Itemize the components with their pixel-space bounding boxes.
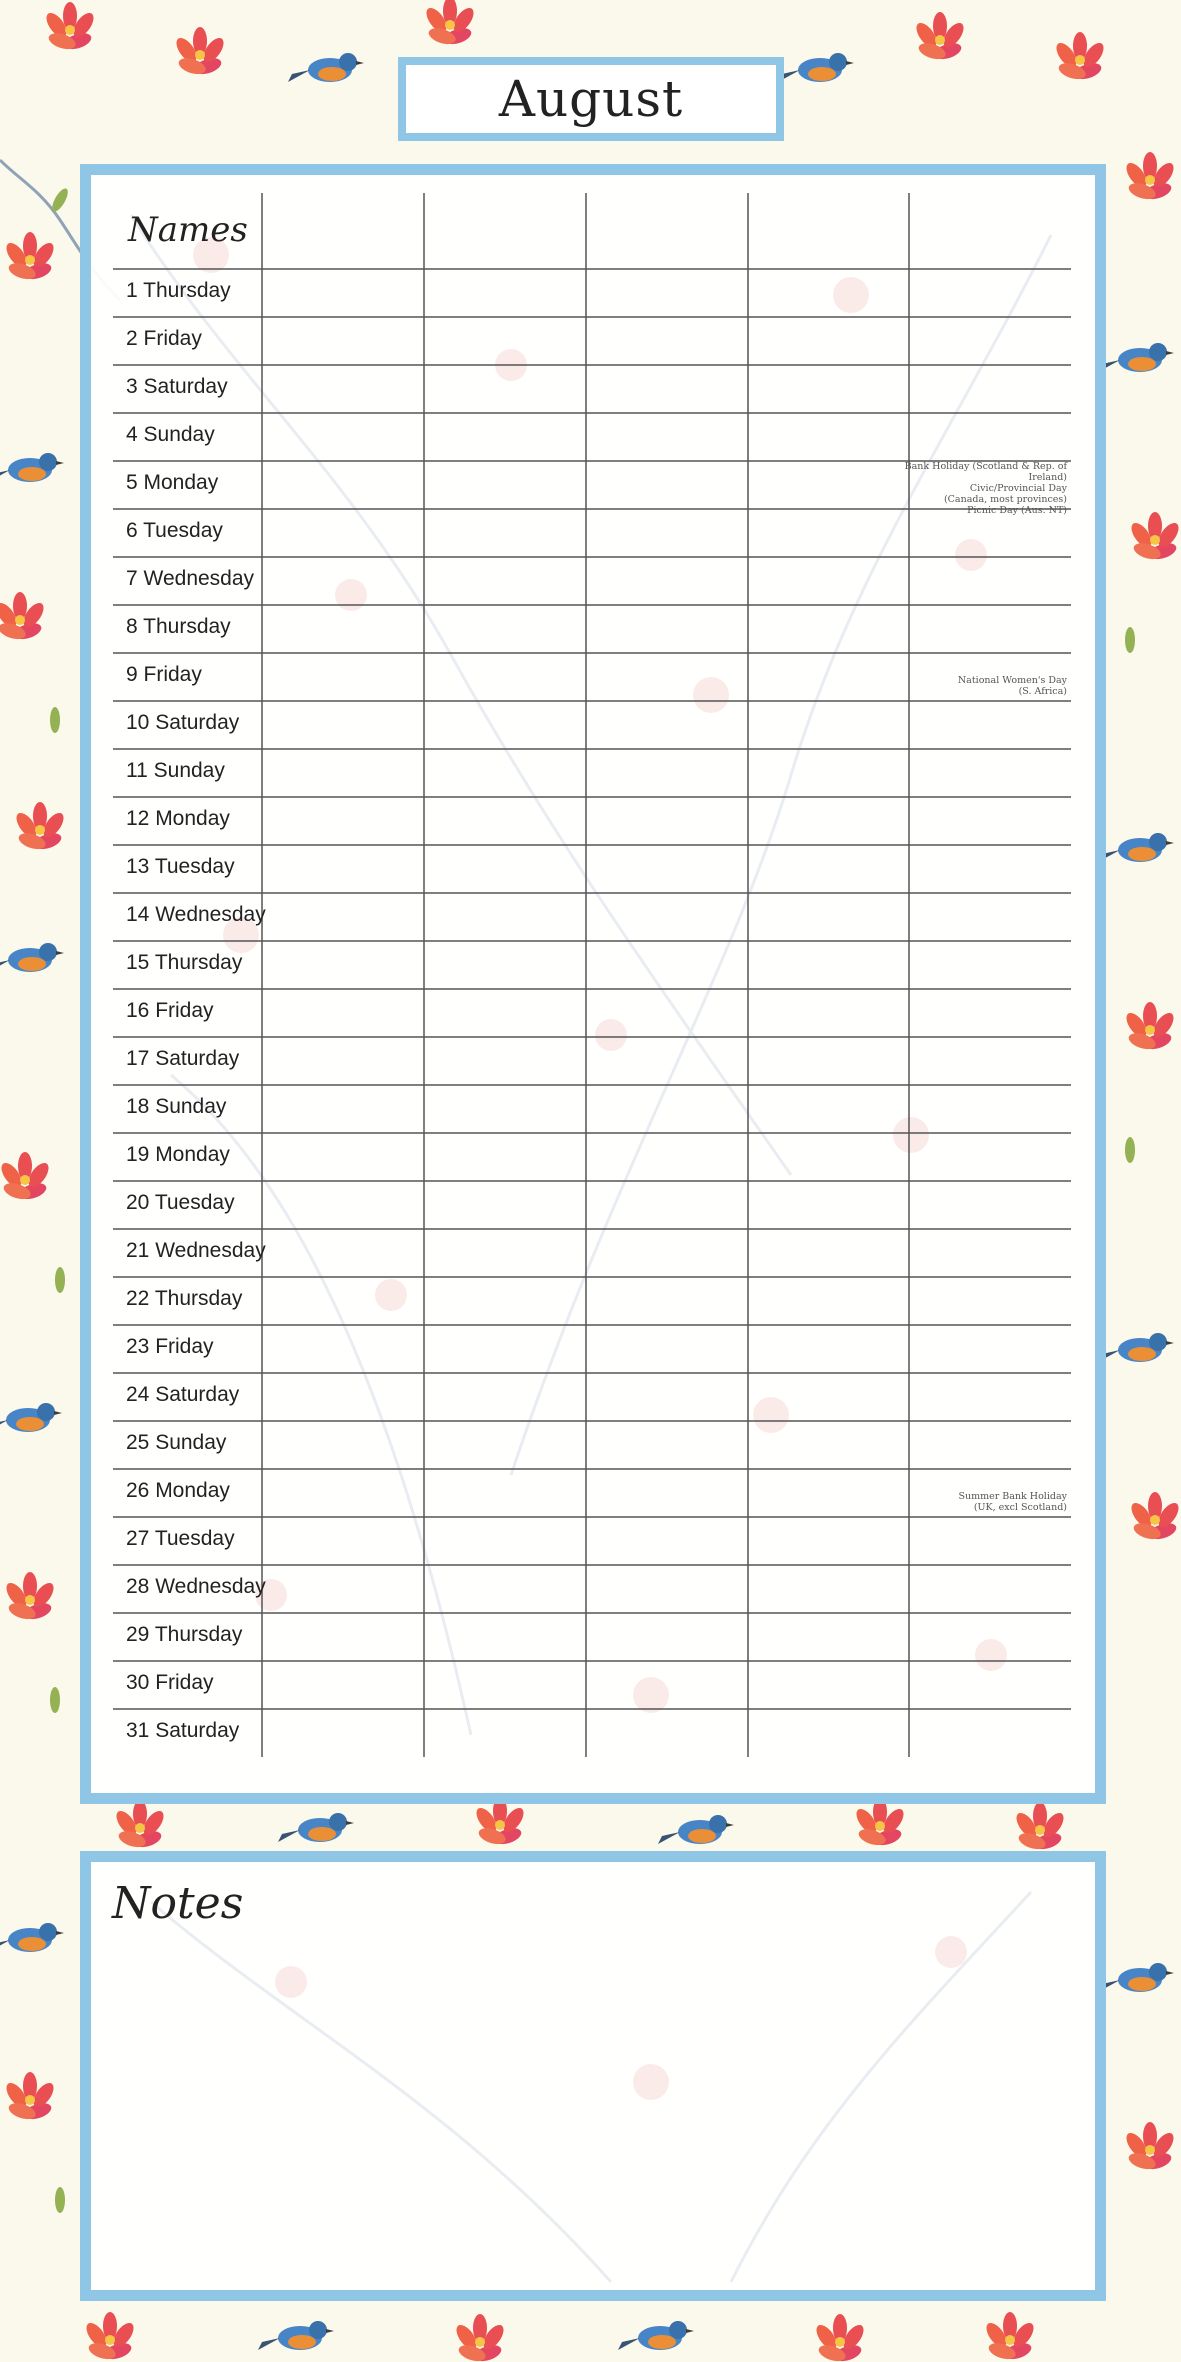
day-label: 26 Monday: [126, 1479, 230, 1502]
day-label: 28 Wednesday: [126, 1575, 266, 1598]
day-label: 13 Tuesday: [126, 855, 235, 878]
day-label: 23 Friday: [126, 1335, 214, 1358]
day-label: 11 Sunday: [126, 759, 225, 782]
day-label: 24 Saturday: [126, 1383, 240, 1406]
month-title: August: [498, 70, 684, 128]
day-label: 6 Tuesday: [126, 519, 223, 542]
day-label: 3 Saturday: [126, 375, 228, 398]
names-header: Names: [128, 210, 248, 250]
day-label: 14 Wednesday: [126, 903, 266, 926]
day-label: 12 Monday: [126, 807, 230, 830]
holiday-note: National Women's Day (S. Africa): [957, 675, 1067, 697]
day-label: 25 Sunday: [126, 1431, 227, 1454]
day-label: 8 Thursday: [126, 615, 231, 638]
day-label: 27 Tuesday: [126, 1527, 235, 1550]
panel-watermark: [91, 175, 1095, 1793]
day-label: 9 Friday: [126, 663, 202, 686]
day-label: 20 Tuesday: [126, 1191, 235, 1214]
day-label: 4 Sunday: [126, 423, 215, 446]
day-label: 31 Saturday: [126, 1719, 240, 1742]
day-label: 17 Saturday: [126, 1047, 240, 1070]
calendar-grid-panel: [80, 164, 1106, 1804]
day-label: 19 Monday: [126, 1143, 230, 1166]
day-label: 30 Friday: [126, 1671, 214, 1694]
day-label: 29 Thursday: [126, 1623, 243, 1646]
holiday-note: Bank Holiday (Scotland & Rep. of Ireland) Civic/Provincial Day (Canada, most provinces) Picnic Day (Aus. NT): [904, 461, 1067, 516]
holiday-note: Summer Bank Holiday (UK, excl Scotland): [958, 1491, 1067, 1513]
day-label: 5 Monday: [126, 471, 219, 494]
day-label: 18 Sunday: [126, 1095, 227, 1118]
month-title-box: [398, 57, 784, 141]
day-label: 7 Wednesday: [126, 567, 255, 590]
notes-header: Notes: [112, 1878, 244, 1929]
day-label: 2 Friday: [126, 327, 202, 350]
day-label: 22 Thursday: [126, 1287, 243, 1310]
day-label: 1 Thursday: [126, 279, 231, 302]
day-label: 15 Thursday: [126, 951, 243, 974]
day-label: 16 Friday: [126, 999, 214, 1022]
day-label: 10 Saturday: [126, 711, 240, 734]
day-label: 21 Wednesday: [126, 1239, 266, 1262]
